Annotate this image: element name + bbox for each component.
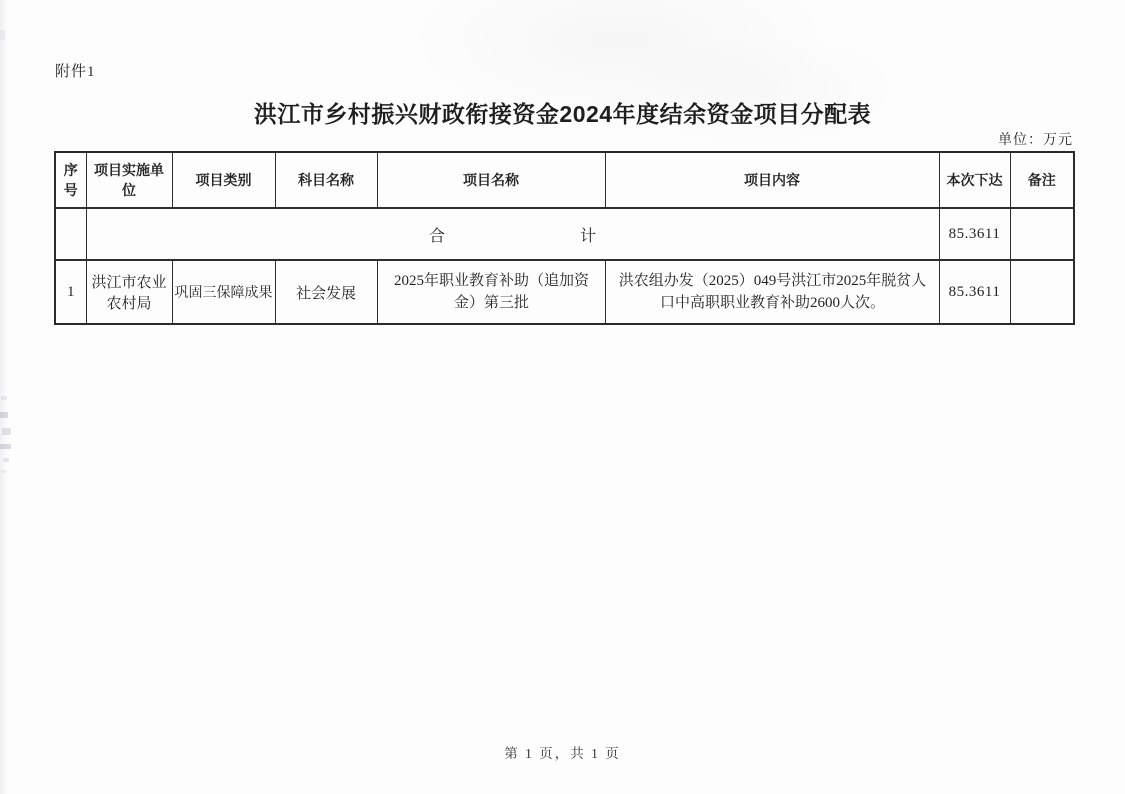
scan-smudge [3, 458, 9, 462]
total-label [87, 223, 939, 246]
scan-smudge [2, 428, 11, 435]
total-remark [1010, 208, 1074, 260]
row-seq: 1 [55, 260, 86, 324]
header-implementing-unit: 项目实施单位 [86, 152, 172, 208]
header-amount-issued: 本次下达 [939, 152, 1010, 208]
scan-smudge [1, 396, 7, 400]
header-seq: 序号 [55, 152, 86, 208]
scan-smudge [0, 444, 11, 449]
total-label-cell [86, 208, 939, 260]
header-row [55, 152, 1074, 208]
attachment-label: 附件1 [55, 64, 96, 80]
row-project-category: 巩固三保障成果 [172, 260, 275, 324]
header-subject-name: 科目名称 [275, 152, 377, 208]
row-project-content: 洪农组办发（2025）049号洪江市2025年脱贫人口中高职职业教育补助2600人次。 [605, 260, 939, 324]
scan-smudge [1, 470, 6, 473]
scan-smudge [0, 412, 8, 418]
row-implementing-unit: 洪江市农业农村局 [86, 260, 172, 324]
header-project-category: 项目类别 [172, 152, 275, 208]
header-project-content: 项目内容 [605, 152, 939, 208]
total-amount: 85.3611 [939, 208, 1010, 260]
total-seq-cell [55, 208, 86, 260]
row-subject-name: 社会发展 [275, 260, 377, 324]
row-remark [1010, 260, 1074, 324]
page-number-footer: 第 1 页，共 1 页 [504, 746, 621, 761]
total-row [55, 208, 1074, 260]
header-remark: 备注 [1010, 152, 1074, 208]
row-project-name: 2025年职业教育补助（追加资金）第三批 [377, 260, 605, 324]
scan-smudge [0, 30, 5, 40]
row-amount: 85.3611 [939, 260, 1010, 324]
allocation-table [54, 151, 1075, 325]
total-label-left: 合 [428, 227, 445, 245]
unit-label: 单位：万元 [998, 133, 1073, 148]
table-row [55, 260, 1074, 324]
header-project-name: 项目名称 [377, 152, 605, 208]
page-title: 洪江市乡村振兴财政衔接资金2024年度结余资金项目分配表 [253, 101, 872, 127]
table-header [55, 152, 1074, 208]
table-body [55, 208, 1074, 324]
total-label-right: 计 [580, 227, 597, 245]
